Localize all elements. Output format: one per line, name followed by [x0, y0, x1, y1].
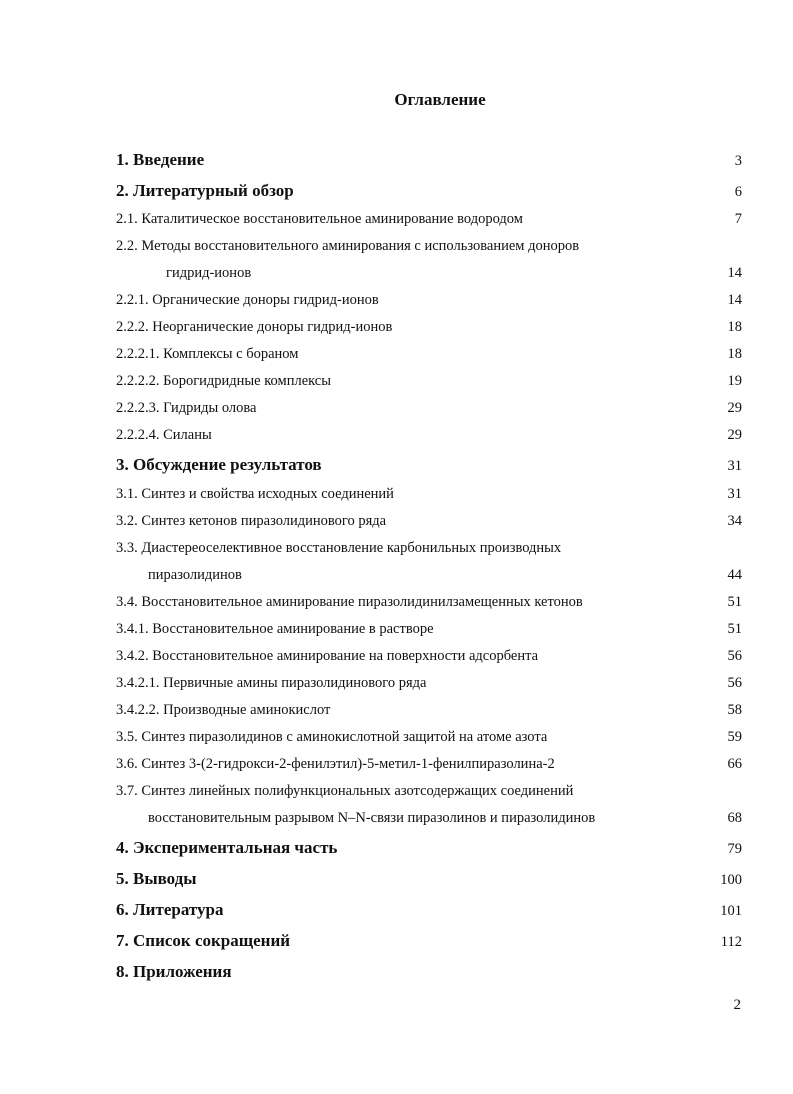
toc-entry-text: 2.1. Каталитическое восстановительное аминирование водородом: [116, 211, 523, 227]
toc-entry-text: 2.2.2.3. Гидриды олова: [116, 400, 257, 416]
toc-entry-page: 101: [720, 903, 742, 919]
toc-entry-text: 3.4.1. Восстановительное аминирование в растворе: [116, 621, 434, 637]
toc-entry: [116, 702, 742, 719]
toc-entry: [116, 486, 742, 503]
toc-entry-text: 3.5. Синтез пиразолидинов с аминокислотной защитой на атоме азота: [116, 729, 548, 745]
toc-entry: [116, 319, 742, 336]
toc-entry-text: 3.6. Синтез 3-(2-гидрокси-2-фенилэтил)-5-метил-1-фенилпиразолина-2: [116, 756, 555, 772]
toc-entry-page: 66: [727, 756, 742, 772]
page-number: 2: [733, 997, 741, 1013]
toc-entry-continuation: [116, 567, 742, 584]
toc-entry: [116, 729, 742, 746]
toc-entry: [116, 238, 742, 255]
toc-entry-page: 56: [727, 675, 742, 691]
toc-entry: [116, 648, 742, 665]
toc-entry-text: 3.4.2.2. Производные аминокислот: [116, 702, 331, 718]
toc-entry-continuation: [116, 265, 742, 282]
toc-entry: [116, 756, 742, 773]
toc-entry: [116, 346, 742, 363]
toc-entry-page: 18: [727, 346, 742, 362]
toc-entry: [116, 540, 742, 557]
toc-entry-experimental: [116, 838, 742, 858]
toc-entry: [116, 513, 742, 530]
toc-entry: [116, 211, 742, 228]
toc-entry-conclusions: [116, 869, 742, 889]
toc-entry-text: 2.2.1. Органические доноры гидрид-ионов: [116, 292, 379, 308]
toc-entry-text: 3.4.2. Восстановительное аминирование на поверхности адсорбента: [116, 648, 539, 664]
toc-entry-page: 7: [734, 211, 742, 227]
toc-entry-page: 59: [727, 729, 742, 745]
toc-entry-page: 34: [727, 513, 742, 529]
toc-entry: [116, 427, 742, 444]
toc-entry-text: 3.7. Синтез линейных полифункциональных азотсодержащих соединений: [116, 783, 574, 799]
toc-entry-page: 14: [727, 292, 742, 308]
toc-entry-text: 2.2.2. Неорганические доноры гидрид-ионов: [116, 319, 393, 335]
toc-entry-page: 29: [727, 400, 742, 416]
toc-entry: [116, 594, 742, 611]
toc-entry: [116, 400, 742, 417]
toc-entry-page: 51: [727, 594, 742, 610]
toc-entry-literature-review: [116, 181, 742, 201]
toc-entry-page: 19: [727, 373, 742, 389]
toc-entry-text: 4. Экспериментальная часть: [116, 838, 338, 857]
page-title: Оглавление: [394, 90, 486, 109]
toc-entry-text: 2. Литературный обзор: [116, 181, 294, 200]
toc-entry-text: 8. Приложения: [116, 962, 232, 981]
toc-entry: [116, 292, 742, 309]
toc-entry-continuation: [116, 810, 742, 827]
toc-entry-text: 2.2.2.4. Силаны: [116, 427, 212, 443]
toc-entry-page: 112: [720, 934, 742, 950]
toc-entry-text: 3.3. Диастереоселективное восстановление карбонильных производных: [116, 540, 562, 556]
toc-entry-text: 7. Список сокращений: [116, 931, 291, 950]
toc-entry-page: 44: [727, 567, 742, 583]
toc-entry: [116, 373, 742, 390]
toc-entry-text: 3.4.2.1. Первичные амины пиразолидинового ряда: [116, 675, 427, 691]
toc-entry-text: 2.2. Методы восстановительного аминирования с использованием доноров: [116, 238, 580, 254]
toc-entry-text: 2.2.2.1. Комплексы с бораном: [116, 346, 299, 362]
toc-entry-references: [116, 900, 742, 920]
toc-entry-text: 5. Выводы: [116, 869, 197, 888]
toc-entry-page: 51: [727, 621, 742, 637]
toc-entry-text: 3.1. Синтез и свойства исходных соединений: [116, 486, 394, 502]
toc-entry-text: гидрид-ионов: [166, 265, 252, 281]
toc-entry-text: восстановительным разрывом N–N-связи пиразолинов и пиразолидинов: [148, 810, 596, 826]
toc-entry: [116, 675, 742, 692]
toc-entry-results-discussion: [116, 455, 742, 475]
toc-entry-appendices: [116, 962, 742, 982]
toc-entry-introduction: [116, 150, 742, 170]
toc-entry-page: 6: [734, 184, 742, 200]
toc-entry-abbreviations: [116, 931, 742, 951]
toc-entry: [116, 783, 742, 800]
toc-entry-page: 79: [727, 841, 742, 857]
toc-entry-text: пиразолидинов: [148, 567, 242, 583]
toc-entry-page: 14: [727, 265, 742, 281]
toc-entry-page: 100: [720, 872, 742, 888]
toc-entry-text: 3. Обсуждение результатов: [116, 455, 322, 474]
toc-entry-text: 3.4. Восстановительное аминирование пиразолидинилзамещенных кетонов: [116, 594, 583, 610]
toc-entry-page: 18: [727, 319, 742, 335]
toc-entry-page: 58: [727, 702, 742, 718]
toc-entry-text: 2.2.2.2. Борогидридные комплексы: [116, 373, 331, 389]
toc-entry-page: 3: [734, 153, 742, 169]
toc-entry-page: 29: [727, 427, 742, 443]
toc-entry-text: 1. Введение: [116, 150, 205, 169]
toc-entry-page: 56: [727, 648, 742, 664]
toc-entry-text: 6. Литература: [116, 900, 224, 919]
toc-entry-page: 31: [727, 458, 742, 474]
toc-entry-page: 31: [727, 486, 742, 502]
toc-entry-text: 3.2. Синтез кетонов пиразолидинового ряда: [116, 513, 387, 529]
toc-entry: [116, 621, 742, 638]
toc-entry-page: 68: [727, 810, 742, 826]
